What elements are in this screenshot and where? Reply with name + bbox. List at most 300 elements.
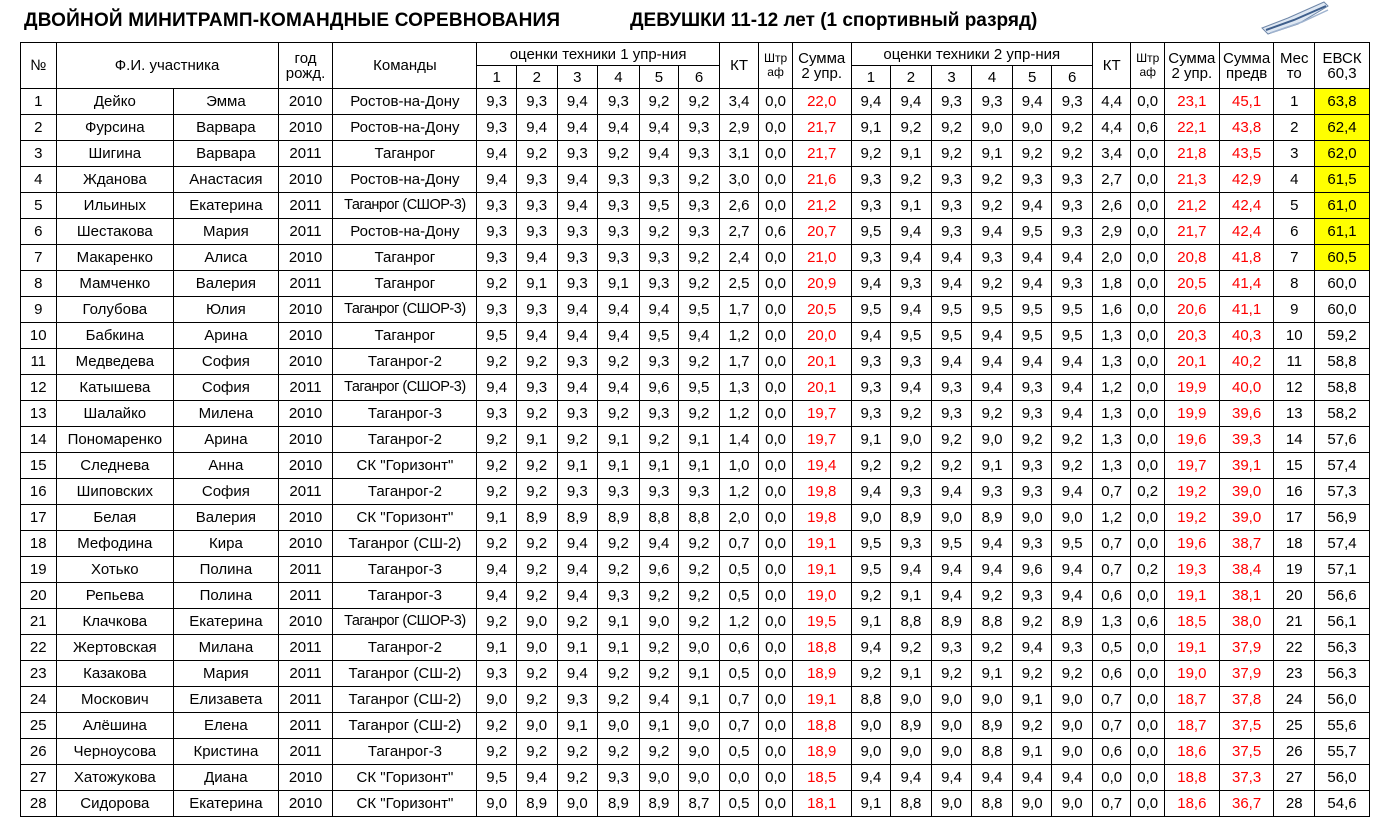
kt2-value: 2,6 xyxy=(1092,193,1131,219)
row-number: 26 xyxy=(21,739,57,765)
kt2-value: 1,3 xyxy=(1092,349,1131,375)
penalty1-value: 0,0 xyxy=(759,427,792,453)
table-row xyxy=(21,557,1370,583)
tech2-score: 9,1 xyxy=(1012,739,1052,765)
tech2-score: 9,0 xyxy=(891,427,932,453)
kt1-value: 3,1 xyxy=(719,141,759,167)
penalty1-value: 0,0 xyxy=(759,791,792,817)
tech2-score: 8,8 xyxy=(851,687,891,713)
evsk-value: 61,1 xyxy=(1315,219,1370,245)
tech1-score: 9,5 xyxy=(477,323,517,349)
tech1-score: 9,3 xyxy=(679,141,720,167)
prelim-sum-value: 40,2 xyxy=(1219,349,1274,375)
birth-year: 2010 xyxy=(278,245,333,271)
evsk-value: 58,8 xyxy=(1315,349,1370,375)
tech1-score: 9,2 xyxy=(516,401,557,427)
tech2-score: 9,4 xyxy=(931,765,972,791)
row-number: 23 xyxy=(21,661,57,687)
evsk-value: 62,0 xyxy=(1315,141,1370,167)
tech1-score: 9,2 xyxy=(477,349,517,375)
tech1-score: 9,3 xyxy=(679,115,720,141)
evsk-value: 60,0 xyxy=(1315,271,1370,297)
prelim-sum-value: 40,0 xyxy=(1219,375,1274,401)
tech2-score: 9,4 xyxy=(851,323,891,349)
tech1-score: 9,1 xyxy=(598,427,640,453)
penalty1-value: 0,0 xyxy=(759,531,792,557)
tech1-score: 9,5 xyxy=(639,193,679,219)
sum1-value: 19,1 xyxy=(792,687,851,713)
tech2-score: 9,1 xyxy=(972,453,1013,479)
tech2-score: 9,4 xyxy=(891,89,932,115)
table-row xyxy=(21,401,1370,427)
row-number: 27 xyxy=(21,765,57,791)
tech2-score: 9,2 xyxy=(931,115,972,141)
tech2-score: 9,4 xyxy=(1052,401,1093,427)
place-value: 8 xyxy=(1274,271,1315,297)
tech1-score: 9,3 xyxy=(639,271,679,297)
tech2-score: 9,0 xyxy=(1052,739,1093,765)
tech1-score: 9,3 xyxy=(639,479,679,505)
place-value: 22 xyxy=(1274,635,1315,661)
tech2-score: 9,4 xyxy=(891,375,932,401)
tech1-score: 9,4 xyxy=(516,765,557,791)
tech2-score: 8,8 xyxy=(891,791,932,817)
prelim-sum-value: 42,4 xyxy=(1219,193,1274,219)
participant-last-name: Катышева xyxy=(56,375,174,401)
participant-first-name: Валерия xyxy=(174,271,278,297)
tech2-score: 9,3 xyxy=(891,349,932,375)
evsk-value: 56,1 xyxy=(1315,609,1370,635)
row-number: 2 xyxy=(21,115,57,141)
penalty1-value: 0,0 xyxy=(759,739,792,765)
team-name: Таганрог-2 xyxy=(333,427,477,453)
place-value: 20 xyxy=(1274,583,1315,609)
tech2-score: 9,6 xyxy=(1012,557,1052,583)
birth-year: 2011 xyxy=(278,713,333,739)
tech1-score: 9,2 xyxy=(598,687,640,713)
participant-last-name: Фурсина xyxy=(56,115,174,141)
tech2-score: 9,2 xyxy=(1012,661,1052,687)
kt1-value: 0,5 xyxy=(719,557,759,583)
tech1-score: 8,9 xyxy=(639,791,679,817)
place-value: 1 xyxy=(1274,89,1315,115)
participant-last-name: Мефодина xyxy=(56,531,174,557)
tech1-score: 9,4 xyxy=(557,323,598,349)
table-row xyxy=(21,583,1370,609)
tech2-score: 9,1 xyxy=(851,115,891,141)
penalty1-value: 0,0 xyxy=(759,713,792,739)
penalty2-value: 0,0 xyxy=(1131,453,1164,479)
team-name: Таганрог xyxy=(333,141,477,167)
tech1-score: 8,9 xyxy=(598,791,640,817)
place-value: 11 xyxy=(1274,349,1315,375)
birth-year: 2010 xyxy=(278,765,333,791)
row-number: 28 xyxy=(21,791,57,817)
tech1-score: 9,3 xyxy=(557,141,598,167)
kt1-value: 0,7 xyxy=(719,531,759,557)
participant-last-name: Ильиных xyxy=(56,193,174,219)
tech2-score: 9,4 xyxy=(1052,765,1093,791)
tech1-score: 9,2 xyxy=(598,739,640,765)
tech2-score: 9,4 xyxy=(1052,479,1093,505)
kt1-value: 0,5 xyxy=(719,791,759,817)
tech1-score: 9,5 xyxy=(679,297,720,323)
tech1-score: 9,6 xyxy=(639,375,679,401)
tech1-score: 9,3 xyxy=(639,349,679,375)
tech1-score: 9,2 xyxy=(598,349,640,375)
tech2-score: 9,2 xyxy=(972,193,1013,219)
sum2-value: 18,7 xyxy=(1164,713,1219,739)
header-penalty1: Штр аф xyxy=(759,43,792,89)
sum2-value: 19,9 xyxy=(1164,401,1219,427)
sum2-value: 18,8 xyxy=(1164,765,1219,791)
evsk-value: 61,0 xyxy=(1315,193,1370,219)
participant-first-name: Юлия xyxy=(174,297,278,323)
tech1-score: 9,2 xyxy=(598,557,640,583)
header-tech1: оценки техники 1 упр-ния xyxy=(477,43,719,66)
team-name: Таганрог xyxy=(333,245,477,271)
kt1-value: 0,7 xyxy=(719,713,759,739)
table-row xyxy=(21,193,1370,219)
tech1-score: 8,7 xyxy=(679,791,720,817)
tech1-score: 9,1 xyxy=(639,453,679,479)
tech2-score: 9,5 xyxy=(1012,219,1052,245)
evsk-value: 62,4 xyxy=(1315,115,1370,141)
tech1-score: 9,3 xyxy=(557,401,598,427)
sum1-value: 19,8 xyxy=(792,505,851,531)
results-table xyxy=(20,42,1370,817)
kt2-value: 0,7 xyxy=(1092,557,1131,583)
tech2-score: 9,2 xyxy=(1012,141,1052,167)
tech1-score: 9,0 xyxy=(516,609,557,635)
participant-last-name: Москович xyxy=(56,687,174,713)
tech2-score: 8,9 xyxy=(972,505,1013,531)
sum1-value: 21,6 xyxy=(792,167,851,193)
tech2-score: 9,0 xyxy=(972,427,1013,453)
team-name: СК "Горизонт" xyxy=(333,453,477,479)
tech2-score: 9,3 xyxy=(972,245,1013,271)
tech2-score: 9,1 xyxy=(1012,687,1052,713)
sum2-value: 18,6 xyxy=(1164,739,1219,765)
participant-last-name: Шигина xyxy=(56,141,174,167)
penalty1-value: 0,0 xyxy=(759,635,792,661)
tech2-score: 9,3 xyxy=(931,89,972,115)
tech1-score: 9,3 xyxy=(477,193,517,219)
kt1-value: 1,0 xyxy=(719,453,759,479)
penalty2-value: 0,0 xyxy=(1131,635,1164,661)
penalty1-value: 0,0 xyxy=(759,505,792,531)
tech2-score: 9,4 xyxy=(851,479,891,505)
tech2-score: 9,1 xyxy=(891,661,932,687)
tech2-score: 9,3 xyxy=(931,401,972,427)
tech1-score: 9,2 xyxy=(598,661,640,687)
place-value: 21 xyxy=(1274,609,1315,635)
tech2-score: 8,8 xyxy=(972,609,1013,635)
tech2-score: 9,1 xyxy=(972,141,1013,167)
tech1-score: 9,1 xyxy=(679,687,720,713)
tech2-score: 9,2 xyxy=(1052,661,1093,687)
tech2-score: 9,3 xyxy=(891,531,932,557)
sum1-value: 19,7 xyxy=(792,401,851,427)
prelim-sum-value: 37,9 xyxy=(1219,661,1274,687)
place-value: 7 xyxy=(1274,245,1315,271)
participant-first-name: Эмма xyxy=(174,89,278,115)
tech1-score: 9,2 xyxy=(477,427,517,453)
kt1-value: 1,4 xyxy=(719,427,759,453)
tech1-score: 9,6 xyxy=(639,557,679,583)
prelim-sum-value: 41,8 xyxy=(1219,245,1274,271)
penalty2-value: 0,0 xyxy=(1131,687,1164,713)
header-kt2: КТ xyxy=(1092,43,1131,89)
penalty1-value: 0,0 xyxy=(759,245,792,271)
participant-first-name: Елизавета xyxy=(174,687,278,713)
table-row xyxy=(21,427,1370,453)
tech2-score: 9,2 xyxy=(931,141,972,167)
tech2-score: 9,0 xyxy=(851,713,891,739)
table-row xyxy=(21,765,1370,791)
tech2-score: 9,4 xyxy=(972,765,1013,791)
tech2-score: 9,0 xyxy=(931,739,972,765)
tech2-score: 9,0 xyxy=(972,115,1013,141)
header-sum1: Сумма 2 упр. xyxy=(792,43,851,89)
kt2-value: 1,6 xyxy=(1092,297,1131,323)
table-row xyxy=(21,141,1370,167)
tech1-score: 9,2 xyxy=(679,271,720,297)
tech1-score: 9,3 xyxy=(598,167,640,193)
participant-last-name: Сидорова xyxy=(56,791,174,817)
place-value: 17 xyxy=(1274,505,1315,531)
penalty2-value: 0,0 xyxy=(1131,349,1164,375)
row-number: 18 xyxy=(21,531,57,557)
tech2-score: 9,0 xyxy=(851,505,891,531)
tech2-score: 9,2 xyxy=(891,167,932,193)
tech1-score: 9,2 xyxy=(557,427,598,453)
tech2-score: 9,0 xyxy=(1012,505,1052,531)
sum2-value: 19,1 xyxy=(1164,583,1219,609)
team-name: СК "Горизонт" xyxy=(333,765,477,791)
team-name: Таганрог (СШ-2) xyxy=(333,687,477,713)
kt2-value: 2,7 xyxy=(1092,167,1131,193)
tech2-score: 9,3 xyxy=(1012,167,1052,193)
table-row xyxy=(21,661,1370,687)
penalty2-value: 0,0 xyxy=(1131,323,1164,349)
participant-last-name: Шалайко xyxy=(56,401,174,427)
table-row xyxy=(21,479,1370,505)
tech1-score: 9,5 xyxy=(639,323,679,349)
row-number: 15 xyxy=(21,453,57,479)
table-row xyxy=(21,167,1370,193)
table-row xyxy=(21,635,1370,661)
team-name: Таганрог-3 xyxy=(333,583,477,609)
tech1-score: 9,1 xyxy=(516,271,557,297)
tech2-score: 9,3 xyxy=(972,89,1013,115)
kt2-value: 0,7 xyxy=(1092,791,1131,817)
sum2-value: 18,7 xyxy=(1164,687,1219,713)
birth-year: 2011 xyxy=(278,687,333,713)
tech2-score: 9,3 xyxy=(1012,375,1052,401)
tech2-score: 9,5 xyxy=(1052,323,1093,349)
penalty1-value: 0,0 xyxy=(759,557,792,583)
tech2-score: 9,5 xyxy=(931,531,972,557)
sum2-value: 23,1 xyxy=(1164,89,1219,115)
place-value: 2 xyxy=(1274,115,1315,141)
table-row xyxy=(21,609,1370,635)
team-name: Таганрог-3 xyxy=(333,739,477,765)
place-value: 24 xyxy=(1274,687,1315,713)
table-row xyxy=(21,713,1370,739)
row-number: 20 xyxy=(21,583,57,609)
birth-year: 2010 xyxy=(278,167,333,193)
tech1-score: 9,0 xyxy=(557,791,598,817)
birth-year: 2011 xyxy=(278,141,333,167)
participant-last-name: Жертовская xyxy=(56,635,174,661)
penalty2-value: 0,0 xyxy=(1131,245,1164,271)
row-number: 17 xyxy=(21,505,57,531)
tech1-score: 9,0 xyxy=(679,765,720,791)
prelim-sum-value: 42,4 xyxy=(1219,219,1274,245)
tech2-score: 9,3 xyxy=(1052,193,1093,219)
tech2-score: 9,3 xyxy=(891,271,932,297)
tech1-score: 9,4 xyxy=(598,323,640,349)
team-name: Таганрог-3 xyxy=(333,401,477,427)
tech1-score: 9,3 xyxy=(598,765,640,791)
tech2-score: 9,4 xyxy=(851,271,891,297)
penalty1-value: 0,0 xyxy=(759,141,792,167)
tech2-score: 9,2 xyxy=(931,453,972,479)
tech2-score: 9,3 xyxy=(851,193,891,219)
tech2-score: 9,4 xyxy=(972,219,1013,245)
kt2-value: 1,3 xyxy=(1092,427,1131,453)
tech1-score: 9,2 xyxy=(516,479,557,505)
sum2-value: 21,7 xyxy=(1164,219,1219,245)
tech2-score: 9,2 xyxy=(972,635,1013,661)
table-row xyxy=(21,453,1370,479)
sum1-value: 19,1 xyxy=(792,557,851,583)
tech2-score: 9,0 xyxy=(891,739,932,765)
row-number: 19 xyxy=(21,557,57,583)
tech1-score: 9,4 xyxy=(516,245,557,271)
tech2-score: 9,2 xyxy=(972,271,1013,297)
participant-last-name: Репьева xyxy=(56,583,174,609)
tech1-score: 9,3 xyxy=(557,349,598,375)
tech2-score: 9,4 xyxy=(891,557,932,583)
tech2-score: 9,3 xyxy=(931,375,972,401)
kt1-value: 1,3 xyxy=(719,375,759,401)
penalty2-value: 0,2 xyxy=(1131,479,1164,505)
sum1-value: 20,9 xyxy=(792,271,851,297)
birth-year: 2011 xyxy=(278,661,333,687)
tech2-score: 9,4 xyxy=(1052,583,1093,609)
participant-first-name: Алиса xyxy=(174,245,278,271)
place-value: 13 xyxy=(1274,401,1315,427)
tech1-score: 9,0 xyxy=(639,609,679,635)
judge-header: 6 xyxy=(1052,66,1093,89)
tech1-score: 9,4 xyxy=(557,193,598,219)
tech1-score: 9,1 xyxy=(598,635,640,661)
header-number: № xyxy=(21,43,57,89)
birth-year: 2010 xyxy=(278,349,333,375)
kt2-value: 1,2 xyxy=(1092,505,1131,531)
tech2-score: 9,4 xyxy=(1012,635,1052,661)
tech1-score: 9,2 xyxy=(477,453,517,479)
tech2-score: 9,5 xyxy=(1052,297,1093,323)
table-row xyxy=(21,375,1370,401)
team-name: Ростов-на-Дону xyxy=(333,167,477,193)
kt2-value: 0,7 xyxy=(1092,687,1131,713)
tech2-score: 9,3 xyxy=(1052,271,1093,297)
tech2-score: 9,3 xyxy=(1012,479,1052,505)
tech1-score: 8,9 xyxy=(516,505,557,531)
team-name: Таганрог (СШОР-3) xyxy=(333,193,477,219)
tech1-score: 9,4 xyxy=(598,115,640,141)
participant-first-name: Полина xyxy=(174,557,278,583)
penalty2-value: 0,0 xyxy=(1131,427,1164,453)
judge-header: 5 xyxy=(1012,66,1052,89)
tech2-score: 9,4 xyxy=(891,245,932,271)
sum2-value: 19,6 xyxy=(1164,531,1219,557)
tech1-score: 8,9 xyxy=(516,791,557,817)
kt2-value: 1,8 xyxy=(1092,271,1131,297)
penalty1-value: 0,0 xyxy=(759,661,792,687)
tech1-score: 9,4 xyxy=(557,375,598,401)
tech2-score: 9,4 xyxy=(1012,349,1052,375)
row-number: 12 xyxy=(21,375,57,401)
prelim-sum-value: 39,0 xyxy=(1219,505,1274,531)
place-value: 12 xyxy=(1274,375,1315,401)
penalty2-value: 0,0 xyxy=(1131,791,1164,817)
prelim-sum-value: 39,6 xyxy=(1219,401,1274,427)
participant-first-name: Елена xyxy=(174,713,278,739)
tech1-score: 8,8 xyxy=(679,505,720,531)
penalty2-value: 0,0 xyxy=(1131,583,1164,609)
tech1-score: 9,2 xyxy=(639,583,679,609)
birth-year: 2010 xyxy=(278,531,333,557)
prelim-sum-value: 37,5 xyxy=(1219,739,1274,765)
prelim-sum-value: 39,0 xyxy=(1219,479,1274,505)
penalty1-value: 0,0 xyxy=(759,401,792,427)
tech1-score: 9,3 xyxy=(557,479,598,505)
participant-first-name: Валерия xyxy=(174,505,278,531)
tech1-score: 9,3 xyxy=(557,219,598,245)
tech2-score: 9,2 xyxy=(851,453,891,479)
penalty2-value: 0,0 xyxy=(1131,739,1164,765)
tech2-score: 9,3 xyxy=(931,219,972,245)
tech2-score: 9,0 xyxy=(1052,687,1093,713)
sum2-value: 18,5 xyxy=(1164,609,1219,635)
tech2-score: 9,2 xyxy=(1012,427,1052,453)
table-row xyxy=(21,297,1370,323)
tech2-score: 9,4 xyxy=(931,479,972,505)
tech2-score: 9,4 xyxy=(972,531,1013,557)
folder-icon xyxy=(1258,0,1330,36)
tech1-score: 9,4 xyxy=(477,583,517,609)
prelim-sum-value: 38,1 xyxy=(1219,583,1274,609)
row-number: 11 xyxy=(21,349,57,375)
row-number: 4 xyxy=(21,167,57,193)
place-value: 18 xyxy=(1274,531,1315,557)
header-penalty2: Штр аф xyxy=(1131,43,1164,89)
table-row xyxy=(21,219,1370,245)
tech2-score: 9,2 xyxy=(891,115,932,141)
tech2-score: 9,4 xyxy=(1012,89,1052,115)
kt1-value: 0,7 xyxy=(719,687,759,713)
participant-first-name: Варвара xyxy=(174,115,278,141)
table-row xyxy=(21,791,1370,817)
penalty2-value: 0,0 xyxy=(1131,271,1164,297)
tech1-score: 9,2 xyxy=(679,557,720,583)
tech1-score: 9,3 xyxy=(679,479,720,505)
kt2-value: 0,6 xyxy=(1092,661,1131,687)
